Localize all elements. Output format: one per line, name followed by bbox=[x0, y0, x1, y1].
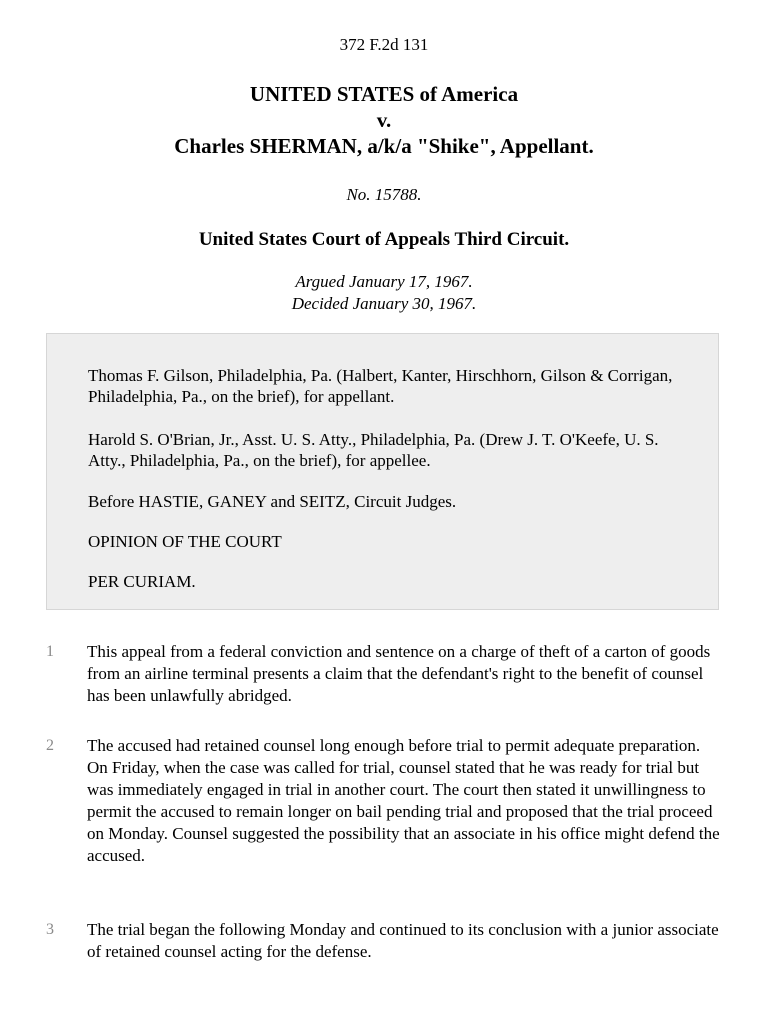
case-header-box bbox=[46, 333, 719, 610]
caption-defendant: Charles SHERMAN, a/k/a "Shike", Appellant. bbox=[174, 134, 594, 158]
caption-versus: v. bbox=[376, 108, 392, 132]
paragraph-number: 3 bbox=[46, 921, 54, 938]
paragraph-text: The accused had retained counsel long enough before trial to permit adequate preparation. On Friday, when the case was called for trial, counsel stated that he was ready for trial but was immediately engaged in trial in another court. The court then stated it unwillingness to permit the accused to remain longer on bail pending trial and proposed that the trial proceed on Monday. Counsel suggested the possibility that an associate in his office might defend the accused. bbox=[87, 736, 720, 865]
case-citation: 372 F.2d 131 bbox=[339, 35, 429, 54]
counsel-appellee: Harold S. O'Brian, Jr., Asst. U. S. Atty., Philadelphia, Pa. (Drew J. T. O'Keefe, U. S. Atty., Philadelphia, Pa., on the brief), for appellee. bbox=[88, 430, 659, 470]
docket-number: No. 15788. bbox=[346, 185, 422, 204]
opinion-heading: OPINION OF THE COURT bbox=[88, 532, 282, 551]
paragraph-text: This appeal from a federal conviction and sentence on a charge of theft of a carton of goods from an airline terminal presents a claim that the defendant's right to the benefit of counsel has been unlawfully abridged. bbox=[87, 642, 711, 705]
argued-date: Argued January 17, 1967. bbox=[295, 272, 473, 291]
paragraph-number: 1 bbox=[46, 643, 54, 660]
court-name: United States Court of Appeals Third Circuit. bbox=[198, 229, 570, 250]
case-caption bbox=[0, 81, 768, 159]
paragraph-text: The trial began the following Monday and continued to its conclusion with a junior associate of retained counsel acting for the defense. bbox=[87, 920, 719, 961]
per-curiam: PER CURIAM. bbox=[88, 572, 196, 591]
judges-panel: Before HASTIE, GANEY and SEITZ, Circuit Judges. bbox=[88, 492, 457, 511]
caption-plaintiff: UNITED STATES of America bbox=[249, 82, 519, 106]
paragraph-number: 2 bbox=[46, 737, 54, 754]
case-dates bbox=[0, 271, 768, 315]
counsel-appellant: Thomas F. Gilson, Philadelphia, Pa. (Halbert, Kanter, Hirschhorn, Gilson & Corrigan, Philadelphia, Pa., on the brief), for appellant. bbox=[88, 366, 673, 406]
decided-date: Decided January 30, 1967. bbox=[291, 294, 477, 313]
